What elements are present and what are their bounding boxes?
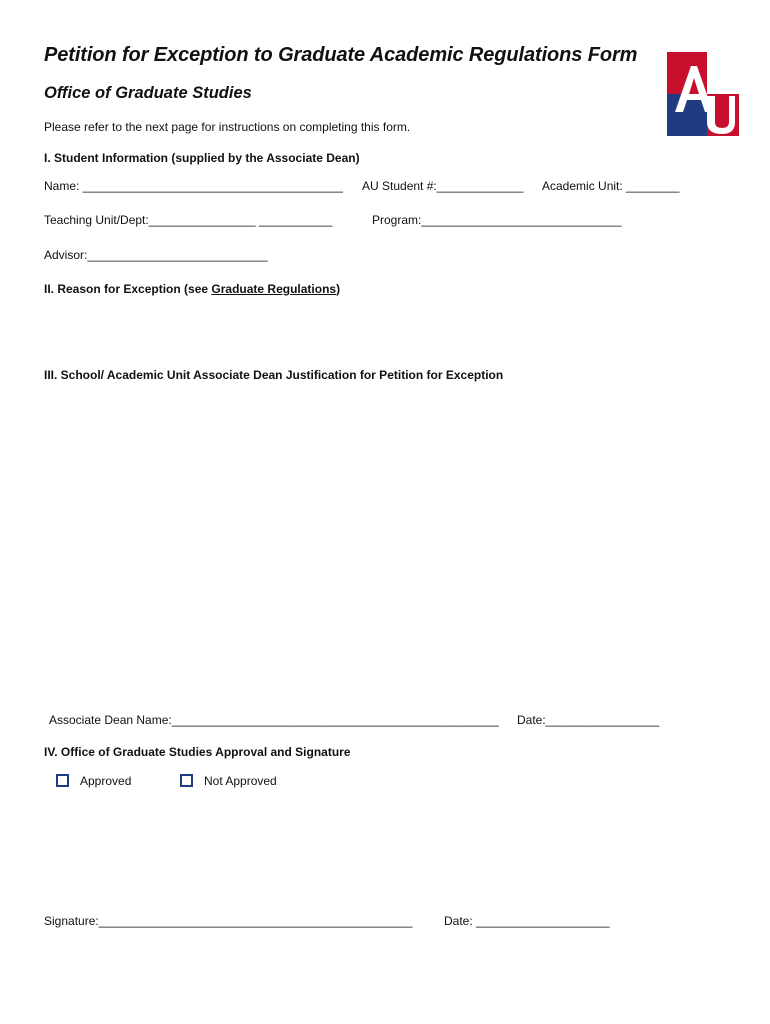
- dean-date-field[interactable]: Date:_________________: [517, 713, 660, 727]
- form-title: Petition for Exception to Graduate Academic Regulations Form: [44, 44, 638, 66]
- not-approved-label: Not Approved: [204, 774, 277, 788]
- section-approval-heading: IV. Office of Graduate Studies Approval and Signature: [44, 745, 351, 759]
- office-subtitle: Office of Graduate Studies: [44, 84, 252, 102]
- not-approved-checkbox[interactable]: [180, 774, 193, 787]
- au-logo-icon: [667, 52, 739, 136]
- program-field[interactable]: Program:______________________________: [372, 213, 622, 227]
- name-field[interactable]: Name: _______________________________________: [44, 179, 343, 193]
- student-id-field[interactable]: AU Student #:_____________: [362, 179, 524, 193]
- section-reason-heading: [44, 282, 340, 296]
- reason-heading-prefix: II. Reason for Exception (see: [44, 282, 212, 296]
- signature-field[interactable]: Signature:_______________________________________________: [44, 914, 413, 928]
- reason-heading-suffix: ): [336, 282, 341, 296]
- associate-dean-name-field[interactable]: Associate Dean Name:_________________________________________________: [49, 713, 499, 727]
- instructions-text: Please refer to the next page for instructions on completing this form.: [44, 120, 411, 134]
- section-student-info-heading: I. Student Information (supplied by the Associate Dean): [44, 151, 360, 165]
- teaching-unit-field[interactable]: Teaching Unit/Dept:________________ ___________: [44, 213, 333, 227]
- advisor-field[interactable]: Advisor:___________________________: [44, 248, 268, 262]
- section-justification-heading: III. School/ Academic Unit Associate Dean Justification for Petition for Exception: [44, 368, 504, 382]
- academic-unit-field[interactable]: Academic Unit: ________: [542, 179, 680, 193]
- approved-label: Approved: [80, 774, 132, 788]
- approved-checkbox[interactable]: [56, 774, 69, 787]
- graduate-regulations-link[interactable]: Graduate Regulations: [211, 282, 337, 296]
- signature-date-field[interactable]: Date: ____________________: [444, 914, 610, 928]
